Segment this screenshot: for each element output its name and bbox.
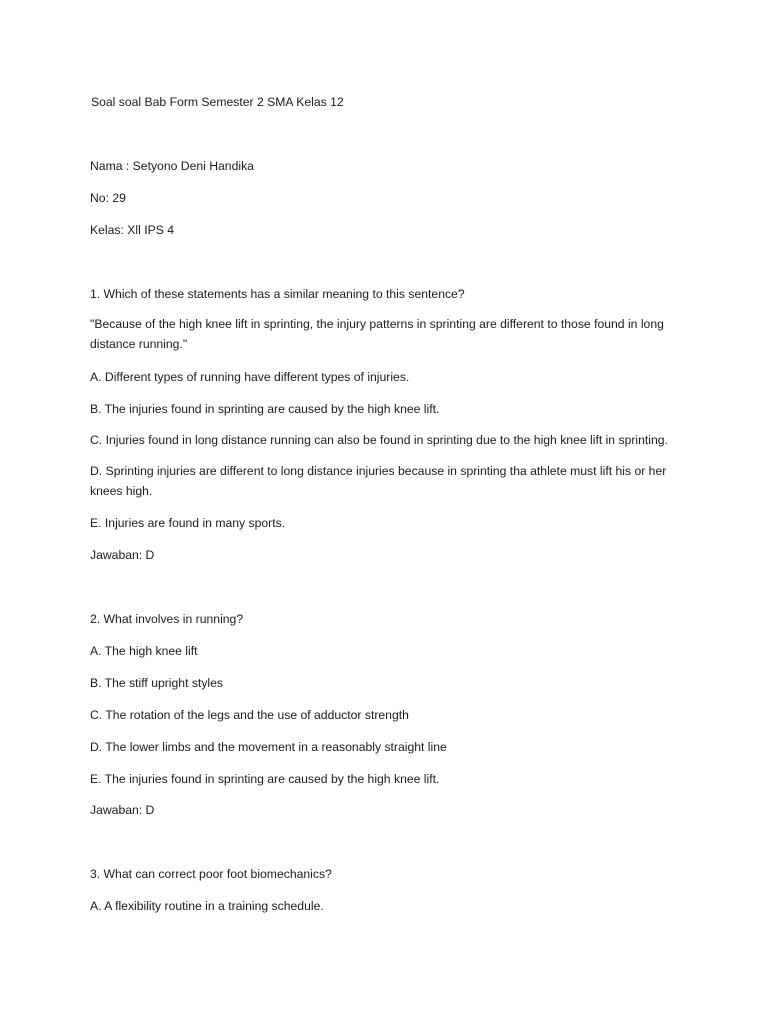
question-3-text: 3. What can correct poor foot biomechanics? — [90, 867, 332, 881]
question-1-text: 1. Which of these statements has a similar meaning to this sentence? — [90, 287, 465, 301]
student-number: No: 29 — [90, 191, 126, 205]
question-2-option-d: D. The lower limbs and the movement in a reasonably straight line — [90, 740, 447, 754]
question-1-option-c: C. Injuries found in long distance running can also be found in sprinting due to the high knee lift in sprinting. — [90, 433, 668, 447]
question-1-option-a: A. Different types of running have different types of injuries. — [90, 370, 410, 384]
question-2-option-c: C. The rotation of the legs and the use of adductor strength — [90, 708, 409, 722]
question-2-option-a: A. The high knee lift — [90, 644, 198, 658]
question-1-answer: Jawaban: D — [90, 548, 155, 562]
question-1-quote: "Because of the high knee lift in sprinting, the injury patterns in sprinting are different to those found in long distance running." — [90, 317, 664, 351]
document-title: Soal soal Bab Form Semester 2 SMA Kelas 12 — [91, 95, 344, 109]
question-2-option-b: B. The stiff upright styles — [90, 676, 223, 690]
question-1-option-b: B. The injuries found in sprinting are caused by the high knee lift. — [90, 402, 440, 416]
question-2-text: 2. What involves in running? — [90, 612, 244, 626]
question-3-option-a: A. A flexibility routine in a training schedule. — [90, 899, 324, 913]
question-1-option-e: E. Injuries are found in many sports. — [90, 516, 286, 530]
question-2-option-e: E. The injuries found in sprinting are caused by the high knee lift. — [90, 772, 440, 786]
student-class: Kelas: Xll IPS 4 — [90, 223, 174, 237]
question-2-answer: Jawaban: D — [90, 803, 155, 817]
student-name: Nama : Setyono Deni Handika — [90, 159, 254, 173]
question-1-option-d: D. Sprinting injuries are different to long distance injuries because in sprinting tha athlete must lift his or her knees high. — [90, 464, 667, 498]
